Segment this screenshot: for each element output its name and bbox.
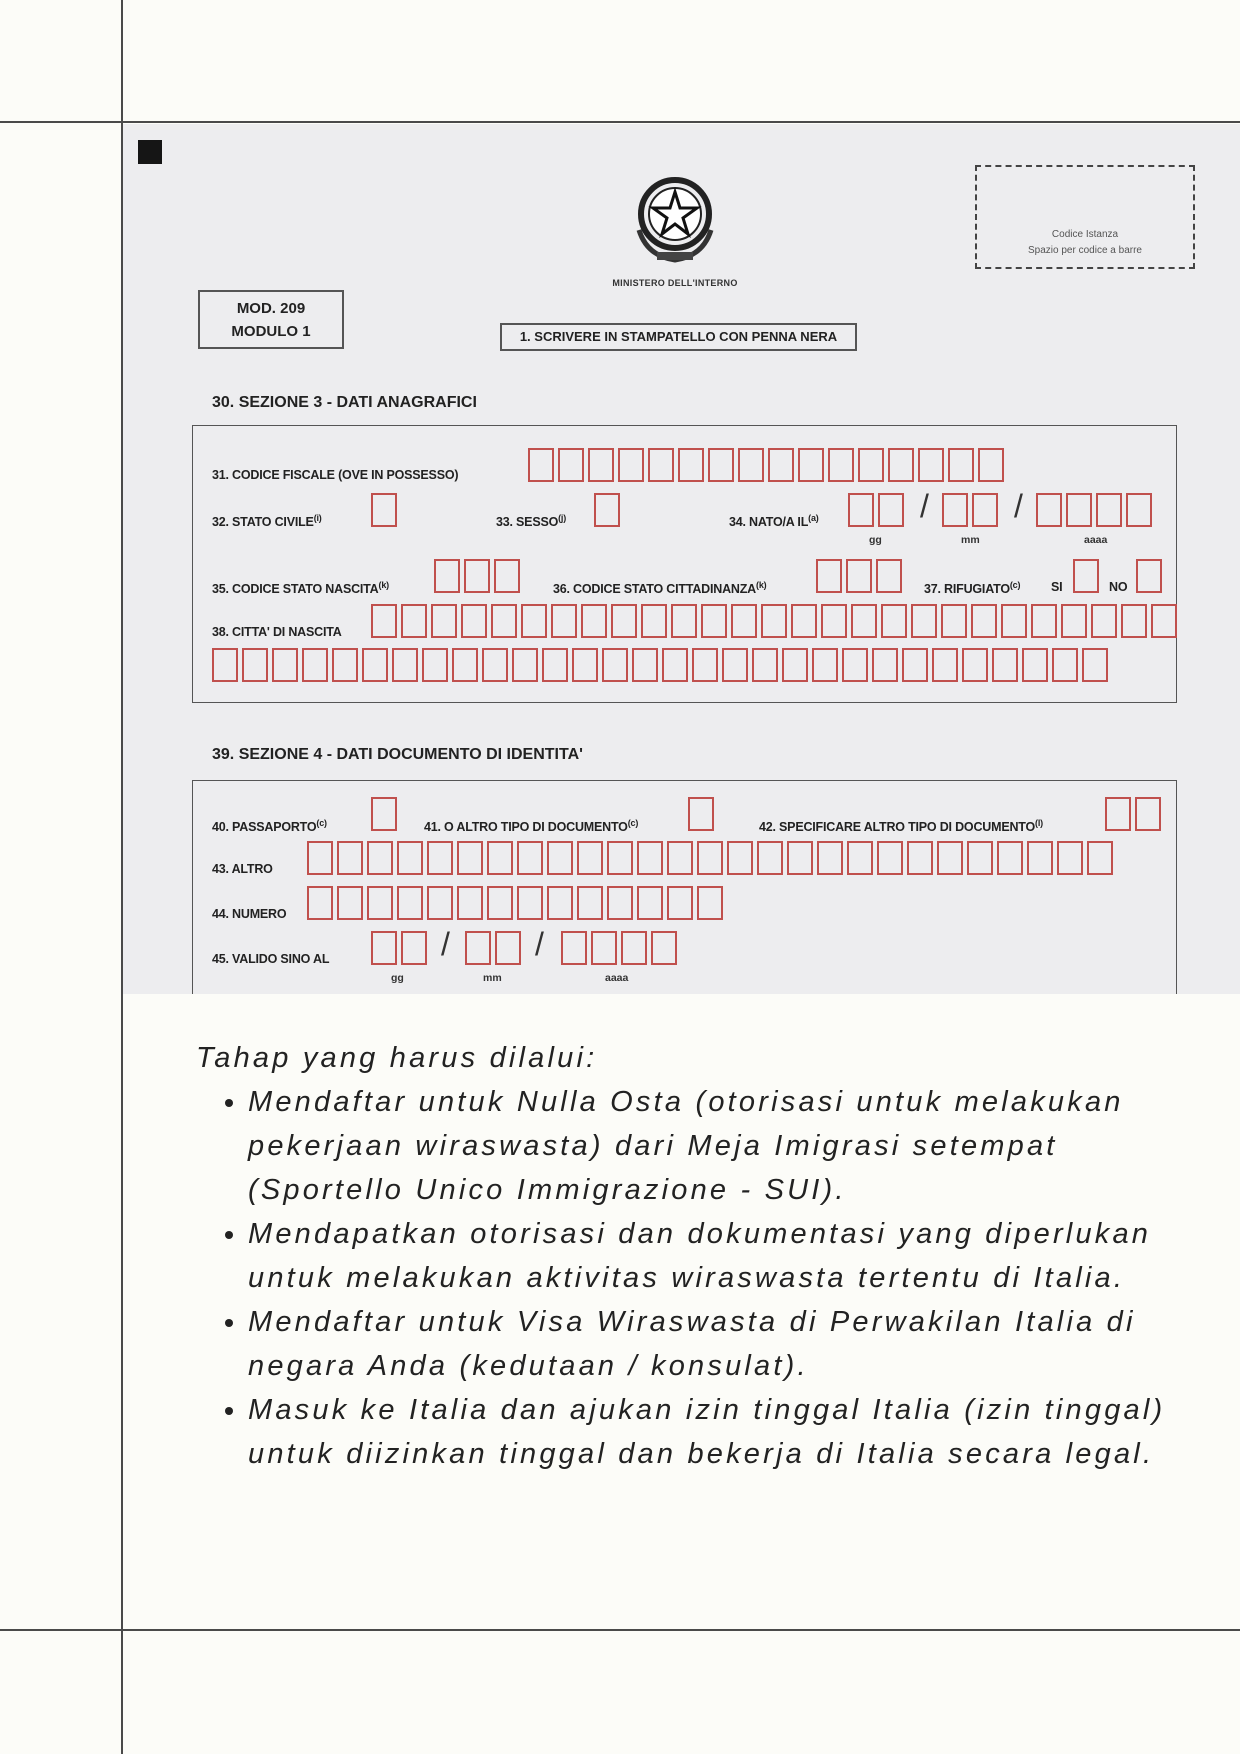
entry-cell[interactable] xyxy=(422,648,448,682)
entry-cell[interactable] xyxy=(791,604,817,638)
entry-cell[interactable] xyxy=(591,931,617,965)
entry-cell[interactable] xyxy=(662,648,688,682)
cells-valido-gg[interactable] xyxy=(371,931,427,965)
entry-cell[interactable] xyxy=(581,604,607,638)
entry-cell[interactable] xyxy=(918,448,944,482)
entry-cell[interactable] xyxy=(768,448,794,482)
cells-valido-mm[interactable] xyxy=(465,931,521,965)
entry-cell[interactable] xyxy=(752,648,778,682)
entry-cell[interactable] xyxy=(602,648,628,682)
entry-cell[interactable] xyxy=(618,448,644,482)
label-altro: 43. ALTRO xyxy=(212,862,273,876)
date-separator: / xyxy=(535,926,544,962)
entry-cell[interactable] xyxy=(1066,493,1092,527)
entry-cell[interactable] xyxy=(242,648,268,682)
cells-citta-nascita-2[interactable] xyxy=(212,648,1108,682)
entry-cell[interactable] xyxy=(651,931,677,965)
year-caption: aaaa xyxy=(605,972,629,984)
entry-cell[interactable] xyxy=(1082,648,1108,682)
entry-cell[interactable] xyxy=(577,886,603,920)
entry-cell[interactable] xyxy=(401,931,427,965)
entry-cell[interactable] xyxy=(878,493,904,527)
entry-cell[interactable] xyxy=(798,448,824,482)
entry-cell[interactable] xyxy=(821,604,847,638)
entry-cell[interactable] xyxy=(457,886,483,920)
label-citta-nascita: 38. CITTA' DI NASCITA xyxy=(212,625,342,639)
entry-cell[interactable] xyxy=(817,841,843,875)
entry-cell[interactable] xyxy=(401,604,427,638)
entry-cell[interactable] xyxy=(678,448,704,482)
entry-cell[interactable] xyxy=(846,559,872,593)
entry-cell[interactable] xyxy=(1031,604,1057,638)
label-codice-fiscale: 31. CODICE FISCALE (OVE IN POSSESSO) xyxy=(212,468,459,482)
cells-stato-cittadinanza[interactable] xyxy=(816,559,902,593)
form-image-mod-209 xyxy=(123,124,1240,994)
entry-cell[interactable] xyxy=(708,448,734,482)
top-rule xyxy=(0,121,1240,123)
barcode-area xyxy=(975,165,1195,269)
entry-cell[interactable] xyxy=(594,493,620,527)
steps-intro: Tahap yang harus dilalui: xyxy=(196,1042,598,1074)
section-3-title: 30. SEZIONE 3 - DATI ANAGRAFICI xyxy=(212,394,477,411)
entry-cell[interactable] xyxy=(621,931,647,965)
entry-cell[interactable] xyxy=(731,604,757,638)
entry-cell[interactable] xyxy=(461,604,487,638)
label-numero: 44. NUMERO xyxy=(212,907,287,921)
entry-cell[interactable] xyxy=(1052,648,1078,682)
italian-republic-emblem-icon xyxy=(627,170,723,266)
label-si: SI xyxy=(1051,580,1063,594)
entry-cell[interactable] xyxy=(637,841,663,875)
entry-cell[interactable] xyxy=(967,841,993,875)
label-nato-il: 34. NATO/A IL$^{(a)}$ xyxy=(729,513,819,530)
label-passaporto: 40. PASSAPORTO$^{(c)}$ xyxy=(212,818,327,835)
entry-cell[interactable] xyxy=(1022,648,1048,682)
entry-cell[interactable] xyxy=(547,841,573,875)
bottom-rule xyxy=(0,1629,1240,1631)
entry-cell[interactable] xyxy=(907,841,933,875)
cells-citta-nascita-1[interactable] xyxy=(371,604,1177,638)
entry-cell[interactable] xyxy=(1126,493,1152,527)
entry-cell[interactable] xyxy=(997,841,1023,875)
entry-cell[interactable] xyxy=(697,841,723,875)
entry-cell[interactable] xyxy=(816,559,842,593)
entry-cell[interactable] xyxy=(482,648,508,682)
step-item: • Mendapatkan otorisasi dan dokumentasi yang diperlukan untuk melakukan aktivitas wiraswasta tertentu di Italia. xyxy=(248,1212,1206,1300)
entry-cell[interactable] xyxy=(1036,493,1062,527)
entry-cell[interactable] xyxy=(851,604,877,638)
entry-cell[interactable] xyxy=(561,931,587,965)
entry-cell[interactable] xyxy=(697,886,723,920)
entry-cell[interactable] xyxy=(1073,559,1099,593)
label-sesso: 33. SESSO$^{(j)}$ xyxy=(496,513,567,530)
entry-cell[interactable] xyxy=(881,604,907,638)
entry-cell[interactable] xyxy=(494,559,520,593)
label-altro-tipo-documento: 41. O ALTRO TIPO DI DOCUMENTO$^{(c)}$ xyxy=(424,818,639,835)
label-stato-civile: 32. STATO CIVILE$^{(i)}$ xyxy=(212,513,322,530)
entry-cell[interactable] xyxy=(542,648,568,682)
ministry-label: MINISTERO DELL'INTERNO xyxy=(612,278,738,288)
entry-cell[interactable] xyxy=(667,841,693,875)
cells-stato-nascita[interactable] xyxy=(434,559,520,593)
entry-cell[interactable] xyxy=(932,648,958,682)
entry-cell[interactable] xyxy=(212,648,238,682)
entry-cell[interactable] xyxy=(307,886,333,920)
entry-cell[interactable] xyxy=(337,886,363,920)
entry-cell[interactable] xyxy=(858,448,884,482)
entry-cell[interactable] xyxy=(371,797,397,831)
entry-cell[interactable] xyxy=(872,648,898,682)
entry-cell[interactable] xyxy=(607,841,633,875)
module-number: MODULO 1 xyxy=(231,323,311,340)
entry-cell[interactable] xyxy=(782,648,808,682)
entry-cell[interactable] xyxy=(517,886,543,920)
instruction-box: 1. SCRIVERE IN STAMPATELLO CON PENNA NERA xyxy=(500,323,857,351)
module-box xyxy=(198,290,344,349)
entry-cell[interactable] xyxy=(371,604,397,638)
entry-cell[interactable] xyxy=(427,886,453,920)
label-specificare-altro: 42. SPECIFICARE ALTRO TIPO DI DOCUMENTO$^{(l)}$ xyxy=(759,818,1043,835)
entry-cell[interactable] xyxy=(701,604,727,638)
entry-cell[interactable] xyxy=(842,648,868,682)
entry-cell[interactable] xyxy=(992,648,1018,682)
entry-cell[interactable] xyxy=(641,604,667,638)
entry-cell[interactable] xyxy=(611,604,637,638)
entry-cell[interactable] xyxy=(1105,797,1131,831)
entry-cell[interactable] xyxy=(371,931,397,965)
entry-cell[interactable] xyxy=(1151,604,1177,638)
entry-cell[interactable] xyxy=(1091,604,1117,638)
cells-nato-gg[interactable] xyxy=(848,493,904,527)
entry-cell[interactable] xyxy=(487,886,513,920)
step-item: • Mendaftar untuk Visa Wiraswasta di Perwakilan Italia di negara Anda (kedutaan / konsulat). xyxy=(248,1300,1206,1388)
cells-stato-civile[interactable] xyxy=(371,493,397,527)
entry-cell[interactable] xyxy=(948,448,974,482)
entry-cell[interactable] xyxy=(1135,797,1161,831)
entry-cell[interactable] xyxy=(671,604,697,638)
cells-codice-fiscale[interactable] xyxy=(528,448,1004,482)
entry-cell[interactable] xyxy=(978,448,1004,482)
entry-cell[interactable] xyxy=(495,931,521,965)
entry-cell[interactable] xyxy=(558,448,584,482)
entry-cell[interactable] xyxy=(727,841,753,875)
entry-cell[interactable] xyxy=(667,886,693,920)
entry-cell[interactable] xyxy=(637,886,663,920)
entry-cell[interactable] xyxy=(588,448,614,482)
entry-cell[interactable] xyxy=(888,448,914,482)
entry-cell[interactable] xyxy=(848,493,874,527)
entry-cell[interactable] xyxy=(1001,604,1027,638)
entry-cell[interactable] xyxy=(551,604,577,638)
label-no: NO xyxy=(1109,580,1128,594)
steps-list xyxy=(196,1080,1206,1476)
cells-rifugiato-si[interactable] xyxy=(1073,559,1099,593)
entry-cell[interactable] xyxy=(607,886,633,920)
entry-cell[interactable] xyxy=(757,841,783,875)
entry-cell[interactable] xyxy=(1061,604,1087,638)
entry-cell[interactable] xyxy=(397,886,423,920)
entry-cell[interactable] xyxy=(528,448,554,482)
entry-cell[interactable] xyxy=(465,931,491,965)
label-codice-stato-nascita: 35. CODICE STATO NASCITA$^{(k)}$ xyxy=(212,580,389,597)
entry-cell[interactable] xyxy=(371,493,397,527)
cells-rifugiato-no[interactable] xyxy=(1136,559,1162,593)
entry-cell[interactable] xyxy=(427,841,453,875)
entry-cell[interactable] xyxy=(577,841,603,875)
step-item: • Masuk ke Italia dan ajukan izin tinggal Italia (izin tinggal) untuk diizinkan tinggal dan bekerja di Italia secara legal. xyxy=(248,1388,1206,1476)
entry-cell[interactable] xyxy=(941,604,967,638)
barcode-label-2: Spazio per codice a barre xyxy=(1028,245,1142,256)
entry-cell[interactable] xyxy=(876,559,902,593)
entry-cell[interactable] xyxy=(337,841,363,875)
entry-cell[interactable] xyxy=(761,604,787,638)
label-rifugiato: 37. RIFUGIATO$^{(c)}$ xyxy=(924,580,1021,597)
day-caption: gg xyxy=(869,534,882,546)
cells-nato-mm[interactable] xyxy=(942,493,998,527)
entry-cell[interactable] xyxy=(1096,493,1122,527)
entry-cell[interactable] xyxy=(491,604,517,638)
day-caption: gg xyxy=(391,972,404,984)
entry-cell[interactable] xyxy=(392,648,418,682)
section-4-title: 39. SEZIONE 4 - DATI DOCUMENTO DI IDENTITA' xyxy=(212,746,583,763)
entry-cell[interactable] xyxy=(521,604,547,638)
entry-cell[interactable] xyxy=(547,886,573,920)
month-caption: mm xyxy=(961,534,980,546)
cells-nato-aaaa[interactable] xyxy=(1036,493,1152,527)
entry-cell[interactable] xyxy=(487,841,513,875)
entry-cell[interactable] xyxy=(367,841,393,875)
entry-cell[interactable] xyxy=(397,841,423,875)
cells-passaporto[interactable] xyxy=(371,797,397,831)
entry-cell[interactable] xyxy=(971,604,997,638)
entry-cell[interactable] xyxy=(828,448,854,482)
module-code: MOD. 209 xyxy=(236,300,306,317)
entry-cell[interactable] xyxy=(942,493,968,527)
cells-sesso[interactable] xyxy=(594,493,620,527)
entry-cell[interactable] xyxy=(512,648,538,682)
cells-numero[interactable] xyxy=(307,886,723,920)
corner-marker xyxy=(138,140,162,164)
entry-cell[interactable] xyxy=(1121,604,1147,638)
entry-cell[interactable] xyxy=(877,841,903,875)
year-caption: aaaa xyxy=(1084,534,1108,546)
entry-cell[interactable] xyxy=(332,648,358,682)
date-separator: / xyxy=(441,926,450,962)
entry-cell[interactable] xyxy=(307,841,333,875)
entry-cell[interactable] xyxy=(302,648,328,682)
label-valido-sino-al: 45. VALIDO SINO AL xyxy=(212,952,330,966)
entry-cell[interactable] xyxy=(517,841,543,875)
entry-cell[interactable] xyxy=(692,648,718,682)
entry-cell[interactable] xyxy=(688,797,714,831)
entry-cell[interactable] xyxy=(452,648,478,682)
entry-cell[interactable] xyxy=(367,886,393,920)
entry-cell[interactable] xyxy=(962,648,988,682)
steps-text xyxy=(196,1036,1206,1476)
entry-cell[interactable] xyxy=(972,493,998,527)
date-separator: / xyxy=(920,488,929,524)
entry-cell[interactable] xyxy=(431,604,457,638)
step-item: • Mendaftar untuk Nulla Osta (otorisasi untuk melakukan pekerjaan wiraswasta) dari Meja Imigrasi setempat (Sportello Unico Immigrazione - SUI). xyxy=(248,1080,1206,1212)
cells-altro[interactable] xyxy=(307,841,1113,875)
entry-cell[interactable] xyxy=(362,648,388,682)
entry-cell[interactable] xyxy=(847,841,873,875)
entry-cell[interactable] xyxy=(787,841,813,875)
entry-cell[interactable] xyxy=(1136,559,1162,593)
label-codice-stato-cittadinanza: 36. CODICE STATO CITTADINANZA$^{(k)}$ xyxy=(553,580,767,597)
cells-specificare-altro[interactable] xyxy=(1105,797,1161,831)
entry-cell[interactable] xyxy=(632,648,658,682)
month-caption: mm xyxy=(483,972,502,984)
entry-cell[interactable] xyxy=(722,648,748,682)
entry-cell[interactable] xyxy=(1087,841,1113,875)
barcode-label-1: Codice Istanza xyxy=(1051,229,1119,240)
date-separator: / xyxy=(1014,488,1023,524)
cells-valido-aaaa[interactable] xyxy=(561,931,677,965)
entry-cell[interactable] xyxy=(1027,841,1053,875)
entry-cell[interactable] xyxy=(572,648,598,682)
entry-cell[interactable] xyxy=(812,648,838,682)
entry-cell[interactable] xyxy=(648,448,674,482)
entry-cell[interactable] xyxy=(937,841,963,875)
entry-cell[interactable] xyxy=(911,604,937,638)
entry-cell[interactable] xyxy=(272,648,298,682)
entry-cell[interactable] xyxy=(738,448,764,482)
entry-cell[interactable] xyxy=(1057,841,1083,875)
entry-cell[interactable] xyxy=(902,648,928,682)
cells-altro-tipo-documento[interactable] xyxy=(688,797,714,831)
entry-cell[interactable] xyxy=(457,841,483,875)
entry-cell[interactable] xyxy=(464,559,490,593)
entry-cell[interactable] xyxy=(434,559,460,593)
